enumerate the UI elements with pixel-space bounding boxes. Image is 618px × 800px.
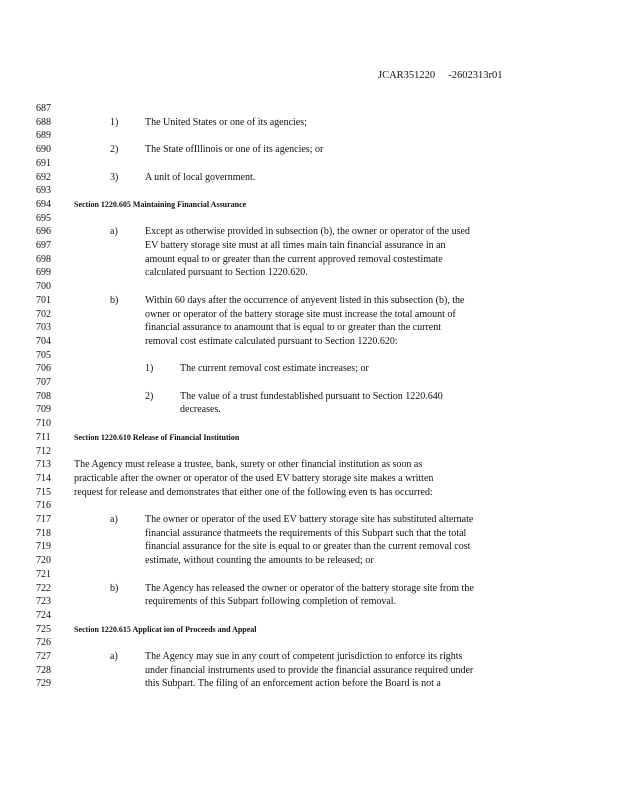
- document-line: [0, 540, 618, 553]
- document-line: [0, 171, 618, 184]
- line-number: 716: [36, 500, 51, 512]
- line-number: 704: [36, 335, 51, 347]
- document-line: [0, 266, 618, 279]
- list-label: a): [110, 514, 118, 525]
- line-number: 711: [36, 431, 51, 443]
- document-line: [0, 664, 618, 677]
- body-text: request for release and demonstrates that either one of the following even ts has occurred:: [74, 486, 433, 498]
- line-number: 705: [36, 349, 51, 361]
- list-label: b): [110, 294, 119, 306]
- line-number: 702: [36, 308, 51, 320]
- list-label: 1): [110, 116, 119, 128]
- list-text: Except as otherwise provided in subsection (b), the owner or operator of the used: [145, 226, 470, 238]
- list-text: estimate, without counting the amounts to be released; or: [145, 555, 374, 567]
- line-number: 722: [36, 582, 51, 594]
- line-number: 715: [36, 486, 51, 498]
- document-line: [0, 499, 618, 512]
- document-header: [378, 70, 503, 81]
- line-number: 694: [36, 198, 51, 210]
- line-number: 721: [36, 568, 51, 580]
- document-line: [0, 445, 618, 458]
- line-number: 727: [36, 651, 51, 662]
- document-line: [0, 403, 618, 416]
- document-line: [0, 417, 618, 430]
- list-text: removal cost estimate calculated pursuant to Section 1220.620:: [145, 335, 398, 347]
- list-label: b): [110, 582, 119, 594]
- document-line: [0, 513, 618, 526]
- line-number: 699: [36, 267, 51, 279]
- list-text: The United States or one of its agencies;: [145, 116, 307, 128]
- line-number: 689: [36, 130, 51, 142]
- line-number: 701: [36, 294, 51, 306]
- body-text: The Agency must release a trustee, bank, surety or other financial institution as soon as: [74, 459, 423, 471]
- list-text: financial assurance thatmeets the requirements of this Subpart such that the total: [145, 527, 467, 539]
- document-line: [0, 376, 618, 389]
- sublist-text: decreases.: [180, 404, 221, 416]
- document-line: [0, 143, 618, 156]
- line-number: 698: [36, 253, 51, 265]
- section-heading: Section 1220.615 Applicat ion of Proceeds and Appeal: [74, 624, 257, 634]
- line-number: 688: [36, 116, 51, 128]
- line-number: 719: [36, 541, 51, 553]
- line-number: 697: [36, 240, 51, 251]
- line-number: 713: [36, 459, 51, 471]
- document-line: [0, 335, 618, 348]
- line-number: 726: [36, 637, 51, 649]
- document-line: [0, 568, 618, 581]
- list-text: this Subpart. The filing of an enforcement action before the Board is not a: [145, 678, 441, 690]
- document-line: [0, 184, 618, 197]
- line-number: 710: [36, 418, 51, 430]
- list-text: The owner or operator of the used EV battery storage site has substituted alternate: [145, 514, 474, 525]
- section-heading: Section 1220.605 Maintaining Financial Assurance: [74, 199, 247, 209]
- list-label: a): [110, 651, 118, 662]
- document-line: [0, 157, 618, 170]
- list-text: calculated pursuant to Section 1220.620.: [145, 267, 308, 279]
- document-line: [0, 198, 618, 211]
- line-number: 717: [36, 514, 51, 525]
- line-number: 724: [36, 609, 51, 621]
- line-number: 708: [36, 390, 51, 402]
- document-line: [0, 102, 618, 115]
- line-number: 707: [36, 377, 51, 388]
- line-number: 706: [36, 363, 51, 375]
- line-number: 703: [36, 322, 51, 334]
- line-number: 720: [36, 555, 51, 567]
- document-line: [0, 225, 618, 238]
- document-line: [0, 486, 618, 499]
- list-text: amount equal to or greater than the current approved removal costestimate: [145, 253, 443, 265]
- line-number: 725: [36, 623, 51, 635]
- document-line: [0, 308, 618, 321]
- line-number: 695: [36, 212, 51, 224]
- line-number: 718: [36, 527, 51, 539]
- document-line: [0, 650, 618, 663]
- line-number: 696: [36, 226, 51, 238]
- line-number: 693: [36, 185, 51, 197]
- document-line: [0, 582, 618, 595]
- line-number: 712: [36, 445, 51, 457]
- document-line: [0, 609, 618, 622]
- document-line: [0, 321, 618, 334]
- line-number: 714: [36, 472, 51, 484]
- sublist-text: The value of a trust fundestablished pursuant to Section 1220.640: [180, 390, 443, 402]
- line-number: 728: [36, 664, 51, 676]
- sublist-label: 1): [145, 363, 154, 375]
- list-label: a): [110, 226, 118, 238]
- line-number: 723: [36, 596, 51, 608]
- line-number: 691: [36, 157, 51, 169]
- document-line: [0, 623, 618, 636]
- document-line: [0, 239, 618, 252]
- line-number: 690: [36, 144, 51, 156]
- doc-suffix: -2602313r01: [448, 70, 503, 81]
- document-line: [0, 253, 618, 266]
- list-text: financial assurance for the site is equal to or greater than the current removal cost: [145, 541, 471, 553]
- line-number: 700: [36, 281, 51, 293]
- list-text: The State ofIllinois or one of its agencies; or: [145, 144, 324, 156]
- list-text: Within 60 days after the occurrence of anyevent listed in this subsection (b), the: [145, 294, 465, 306]
- section-heading: Section 1220.610 Release of Financial Institution: [74, 432, 240, 442]
- list-text: EV battery storage site must at all times main tain financial assurance in an: [145, 240, 446, 251]
- document-line: [0, 527, 618, 540]
- list-text: requirements of this Subpart following completion of removal.: [145, 596, 397, 608]
- list-text: The Agency may sue in any court of competent jurisdiction to enforce its rights: [145, 651, 463, 662]
- document-line: [0, 212, 618, 225]
- document-line: [0, 362, 618, 375]
- document-line: [0, 677, 618, 690]
- document-line: [0, 280, 618, 293]
- document-line: [0, 390, 618, 403]
- line-number: 729: [36, 678, 51, 690]
- line-number: 692: [36, 171, 51, 183]
- document-line: [0, 458, 618, 471]
- list-label: 3): [110, 171, 119, 183]
- document-line: [0, 431, 618, 444]
- document-line: [0, 636, 618, 649]
- document-line: [0, 595, 618, 608]
- list-text: The Agency has released the owner or operator of the battery storage site from the: [145, 582, 474, 594]
- doc-code: JCAR351220: [378, 70, 436, 81]
- list-text: under financial instruments used to provide the financial assurance required under: [145, 664, 474, 676]
- sublist-text: The current removal cost estimate increases; or: [180, 363, 369, 375]
- list-text: owner or operator of the battery storage site must increase the total amount of: [145, 308, 456, 320]
- document-line: [0, 116, 618, 129]
- document-line: [0, 349, 618, 362]
- document-line: [0, 554, 618, 567]
- body-text: practicable after the owner or operator of the used EV battery storage site makes a written: [74, 472, 434, 484]
- line-number: 687: [36, 103, 51, 114]
- line-number: 709: [36, 404, 51, 416]
- list-text: financial assurance to anamount that is equal to or greater than the current: [145, 322, 441, 334]
- sublist-label: 2): [145, 390, 154, 402]
- list-text: A unit of local government.: [145, 171, 256, 183]
- document-line: [0, 129, 618, 142]
- document-line: [0, 472, 618, 485]
- list-label: 2): [110, 144, 119, 156]
- document-line: [0, 294, 618, 307]
